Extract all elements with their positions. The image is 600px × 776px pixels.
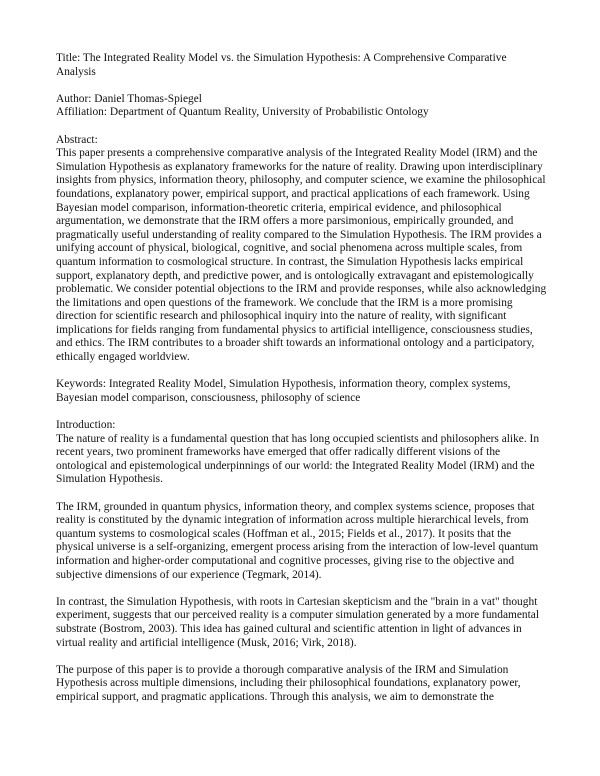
intro-paragraph-2: The IRM, grounded in quantum physics, information theory, and complex systems science, proposes that reality is constituted by the dynamic integration of information across multiple hierarchical levels, from quantum systems to cosmological scales (Hoffman et al., 2015; Fields et al., 2017). It posits that the physical universe is a self-organizing, emergent process arising from the interaction of low-level quantum information and higher-order computational and cognitive processes, giving rise to the objective and subjective dimensions of our experience (Tegmark, 2014). bbox=[56, 500, 539, 581]
title-block bbox=[56, 52, 548, 79]
abstract-heading: Abstract: bbox=[56, 133, 98, 146]
intro-paragraph-2-block bbox=[56, 501, 548, 583]
introduction-section bbox=[56, 419, 548, 487]
abstract-section bbox=[56, 134, 548, 365]
intro-paragraph-4-block bbox=[56, 664, 548, 705]
abstract-text: This paper presents a comprehensive comparative analysis of the Integrated Reality Model (IRM) and the Simulation Hypothesis as explanatory frameworks for the nature of reality. Drawing upon interdisciplinary insights from physics, information theory, philosophy, and computer science, we examine the philosophical foundations, explanatory power, empirical support, and practical applications of each framework. Using Bayesian model comparison, information-theoretic criteria, empirical evidence, and philosophical argumentation, we demonstrate that the IRM offers a more parsimonious, empirically grounded, and pragmatically useful understanding of reality compared to the Simulation Hypothesis. The IRM provides a unifying account of physical, biological, cognitive, and social phenomena across multiple scales, from quantum information to cosmological structure. In contrast, the Simulation Hypothesis lacks empirical support, explanatory depth, and predictive power, and is ontologically extravagant and epistemologically problematic. We consider potential objections to the IRM and provide responses, while also acknowledging the limitations and open questions of the framework. We conclude that the IRM is a more promising direction for scientific research and philosophical inquiry into the nature of reality, with significant implications for fields ranging from fundamental physics to artificial intelligence, consciousness studies, and ethics. The IRM contributes to a broader shift towards an informational ontology and a participatory, ethically engaged worldview. bbox=[56, 147, 547, 364]
intro-paragraph-1: The nature of reality is a fundamental question that has long occupied scientists and philosophers alike. In recent years, two prominent frameworks have emerged that offer radically different visions of the ontological and epistemological underpinnings of our world: the Integrated Reality Model (IRM) and the Simulation Hypothesis. bbox=[56, 432, 540, 486]
paper-affiliation: Affiliation: Department of Quantum Reality, University of Probabilistic Ontology bbox=[56, 106, 429, 119]
introduction-heading: Introduction: bbox=[56, 419, 116, 432]
paper-title: Title: The Integrated Reality Model vs. the Simulation Hypothesis: A Comprehensive Comparative Analysis bbox=[56, 52, 507, 78]
author-block bbox=[56, 93, 548, 120]
paper-author: Author: Daniel Thomas-Spiegel bbox=[56, 92, 202, 105]
keywords-line: Keywords: Integrated Reality Model, Simulation Hypothesis, information theory, complex systems, Bayesian model comparison, consciousness, philosophy of science bbox=[56, 378, 511, 404]
paper-page bbox=[56, 52, 548, 718]
intro-paragraph-3-block bbox=[56, 596, 548, 650]
intro-paragraph-4: The purpose of this paper is to provide a thorough comparative analysis of the IRM and Simulation Hypothesis across multiple dimensions, including their philosophical foundations, explanatory power, empirical support, and pragmatic applications. Through this analysis, we aim to demonstrate the bbox=[56, 663, 521, 703]
keywords-section bbox=[56, 378, 548, 405]
intro-paragraph-3: In contrast, the Simulation Hypothesis, with roots in Cartesian skepticism and the "brain in a vat" thought experiment, suggests that our perceived reality is a computer simulation generated by a more fundamental substrate (Bostrom, 2003). This idea has gained cultural and scientific attention in light of advances in virtual reality and artificial intelligence (Musk, 2016; Virk, 2018). bbox=[56, 595, 539, 649]
